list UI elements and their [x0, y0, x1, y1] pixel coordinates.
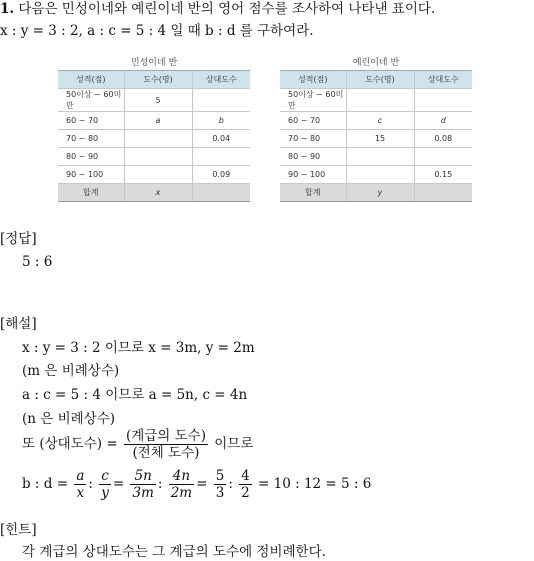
- table-row: [280, 148, 472, 166]
- cell-relative: 0.09: [192, 166, 250, 184]
- frequency-tables: [58, 56, 498, 201]
- cell-score: 80 ~ 90: [280, 148, 346, 166]
- fraction-denominator: 3m: [132, 485, 154, 501]
- ratio-fraction: [214, 468, 227, 501]
- cell-score: 50이상 ~ 60미만: [280, 89, 346, 112]
- question-text: 다음은 민성이네와 예린이네 반의 영어 점수를 조사하여 나타낸 표이다.: [18, 1, 436, 17]
- formula-prefix: 또 (상대도수) =: [22, 436, 118, 452]
- table-caption: 예린이네 반: [352, 58, 400, 68]
- cell-score: 90 ~ 100: [58, 166, 124, 184]
- fraction-numerator: 4n: [169, 468, 194, 485]
- cell-score: 80 ~ 90: [58, 148, 124, 166]
- final-ratio-equation: b : d = $\frac{a}{x}$ : $\frac{c}{y}$ = $\frac{5n}{3m}$ : $\frac{4n}{2m}$ = $\frac{5}{3}$ : $\frac{4}{2}$ = 10 : 12 = 5 : 6: [22, 468, 372, 501]
- cell-total-relative: [414, 184, 472, 202]
- table-header-row: [280, 71, 472, 89]
- cell-frequency: 15: [346, 130, 414, 148]
- solution-label: [해설]: [0, 316, 37, 332]
- cell-relative: d: [414, 112, 472, 130]
- cell-relative: [192, 89, 250, 112]
- cell-frequency: 5: [124, 89, 192, 112]
- formula-denominator: (전체 도수): [132, 445, 200, 461]
- fraction-denominator: y: [101, 485, 109, 501]
- formula-numerator: (계급의 도수): [125, 428, 206, 444]
- ratio-fraction: [130, 468, 155, 501]
- cell-frequency: [124, 166, 192, 184]
- hint-label: [힌트]: [0, 522, 37, 538]
- final-result: = 10 : 12 = 5 : 6: [258, 476, 372, 492]
- cell-score: 70 ~ 80: [58, 130, 124, 148]
- fraction-denominator: 2: [241, 485, 250, 501]
- cell-relative: 0.04: [192, 130, 250, 148]
- cell-frequency: [346, 166, 414, 184]
- cell-score: 60 ~ 70: [58, 112, 124, 130]
- cell-frequency: a: [124, 112, 192, 130]
- hint-text: 각 계급의 상대도수는 그 계급의 도수에 정비례한다.: [22, 544, 326, 560]
- relative-frequency-formula: [22, 426, 253, 462]
- frequency-table: [58, 70, 250, 202]
- cell-total-frequency: y: [346, 184, 414, 202]
- fraction-numerator: 4: [241, 468, 250, 484]
- cell-frequency: c: [346, 112, 414, 130]
- ratio-fraction: [74, 468, 86, 501]
- solution-line: a : c = 5 : 4 이므로 a = 5n, c = 4n: [22, 387, 248, 403]
- cell-relative: [414, 148, 472, 166]
- table-row: [58, 130, 250, 148]
- formula-suffix: 이므로: [214, 436, 254, 452]
- answer-value: 5 : 6: [22, 254, 53, 270]
- fraction-numerator: 5: [215, 468, 225, 484]
- final-lhs: b : d =: [22, 476, 69, 492]
- cell-frequency: [346, 89, 414, 112]
- cell-score: 50이상 ~ 60미만: [58, 89, 124, 112]
- header-frequency: 도수(명): [346, 71, 414, 89]
- question-condition: x : y = 3 : 2, a : c = 5 : 4 일 때 b : d 를 구하여라.: [0, 23, 314, 39]
- header-score: 성적(점): [58, 71, 124, 89]
- fraction-numerator: 5n: [130, 468, 155, 485]
- ratio-fraction: [239, 468, 252, 501]
- table-caption: 민성이네 반: [130, 58, 178, 68]
- table-row: [58, 112, 250, 130]
- answer-label: [정답]: [0, 231, 37, 247]
- table-minseong: [58, 56, 250, 202]
- formula-fraction: [124, 428, 208, 461]
- solution-line: x : y = 3 : 2 이므로 x = 3m, y = 2m: [22, 340, 255, 356]
- table-row: [280, 166, 472, 184]
- cell-relative: [414, 89, 472, 112]
- fraction-denominator: 2m: [170, 485, 193, 501]
- cell-total-relative: [192, 184, 250, 202]
- question-line: [0, 0, 435, 18]
- cell-frequency: [124, 130, 192, 148]
- header-frequency: 도수(명): [124, 71, 192, 89]
- header-relative: 상대도수: [192, 71, 250, 89]
- table-row: [280, 112, 472, 130]
- cell-relative: 0.15: [414, 166, 472, 184]
- solution-line: (n 은 비례상수): [22, 411, 116, 427]
- table-yerin: [280, 56, 472, 202]
- fraction-denominator: x: [76, 485, 85, 501]
- fraction-numerator: a: [76, 468, 85, 484]
- table-total-row: [58, 184, 250, 202]
- cell-relative: b: [192, 112, 250, 130]
- table-row: [58, 89, 250, 112]
- solution-line: (m 은 비례상수): [22, 363, 120, 379]
- header-score: 성적(점): [280, 71, 346, 89]
- cell-score: 90 ~ 100: [280, 166, 346, 184]
- cell-score: 60 ~ 70: [280, 112, 346, 130]
- frequency-table: [280, 70, 472, 202]
- cell-total-label: 합계: [58, 184, 124, 202]
- header-relative: 상대도수: [414, 71, 472, 89]
- cell-score: 70 ~ 80: [280, 130, 346, 148]
- ratio-fraction: [169, 468, 194, 501]
- cell-relative: [192, 148, 250, 166]
- table-row: [280, 130, 472, 148]
- cell-total-frequency: x: [124, 184, 192, 202]
- fraction-numerator: c: [99, 468, 111, 485]
- table-row: [280, 89, 472, 112]
- question-number: 1.: [0, 1, 15, 17]
- table-total-row: [280, 184, 472, 202]
- cell-frequency: [346, 148, 414, 166]
- table-row: [58, 148, 250, 166]
- table-row: [58, 166, 250, 184]
- cell-frequency: [124, 148, 192, 166]
- cell-total-label: 합계: [280, 184, 346, 202]
- table-header-row: [58, 71, 250, 89]
- cell-relative: 0.08: [414, 130, 472, 148]
- ratio-fraction: [99, 468, 111, 501]
- fraction-denominator: 3: [215, 485, 225, 501]
